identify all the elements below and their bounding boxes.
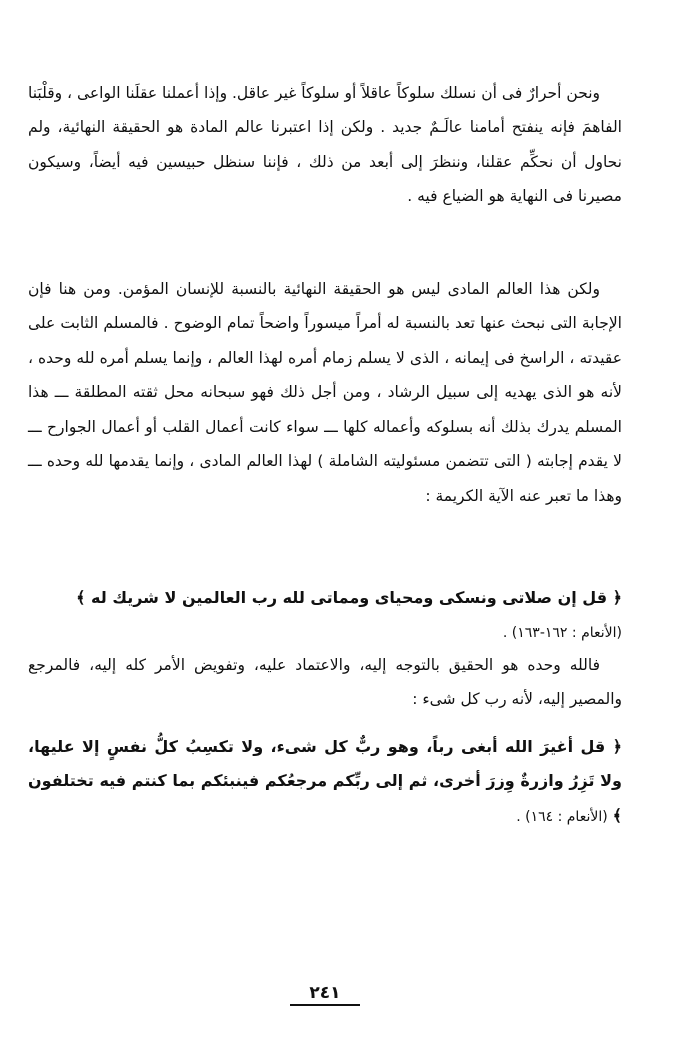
paragraph-2 bbox=[28, 256, 622, 529]
quran-quote-2-text: ﴿ قل أغيرَ الله أبغى رباً، وهو ربٌّ كل شىء، ولا تكسِبُ كلُّ نفسٍ إلا عليها، ولا تَزِرُ وازرةٌ وِزرَ أخرى، ثم إلى ربِّكم مرجعُكم فينبئكم بما كنتم فيه تختلفون ﴾ bbox=[28, 736, 622, 825]
quran-quote-2 bbox=[28, 714, 622, 850]
quran-quote-2-line bbox=[28, 730, 622, 835]
paragraph-2-text: ولكن هذا العالم المادى ليس هو الحقيقة النهائية بالنسبة للإنسان المؤمن. ومن هنا فإن الإجابة التى نبحث عنها تعد بالنسبة له أمراً ميسوراً واضحاً تمام الوضوح . فالمسلم الثابت على عقيدته ، الراسخ فى إيمانه ، الذى لا يسلم زمام أمره لهذا العالم ، وإنما يسلم أمره لله وحده ، لأنه هو الذى يهديه إلى سبيل الرشاد ، ومن أجل ذلك فهو سبحانه محل ثقته المطلقة ـــ هذا المسلم يدرك بذلك أنه بسلوكه وأعماله كلها ـــ سواء كانت أعمال القلب أو أعمال الجوارح ـــ لا يقدم إجابته ( التى تتضمن مسئوليته الشاملة ) لهذا العالم المادى ، وإنما يقدمها لله وحده ـــ وهذا ما تعبر عنه الآية الكريمة : bbox=[28, 279, 622, 505]
quran-quote-1-reference: (الأنعام : ١٦٢-١٦٣) . bbox=[502, 625, 622, 641]
paragraph-3-text: فالله وحده هو الحقيق بالتوجه إليه، والاعتماد عليه، وتفويض الأمر كله إليه، فالمرجع والمصير إليه، لأنه رب كل شىء : bbox=[28, 655, 622, 708]
paragraph-1-text: ونحن أحرارٌ فى أن نسلك سلوكاً عاقلاً أو سلوكاً غير عاقل. وإذا أعملنا عقلَنا الواعى ، وقلْبَنا الفاهمَ فإنه ينفتح أمامنا عالَـمٌ جديد . ولكن إذا اعتبرنا عالم المادة هو الحقيقة النهائية، ولم نحاول أن نحكِّم عقلنا، وننظرَ إلى أبعد من ذلك ، فإننا سنظل حبيسين فيه أيضاً، وسيكون مصيرنا فى النهاية هو الضياع فيه . bbox=[28, 83, 622, 205]
paragraph-1 bbox=[28, 60, 622, 229]
page-number: ٢٤١ bbox=[290, 982, 360, 1006]
quran-quote-1-text: ﴿ قل إن صلاتى ونسكى ومحياى ومماتى لله رب العالمين لا شريك له ﴾ bbox=[76, 587, 622, 607]
quran-quote-2-reference: (الأنعام : ١٦٤) . bbox=[516, 808, 608, 825]
